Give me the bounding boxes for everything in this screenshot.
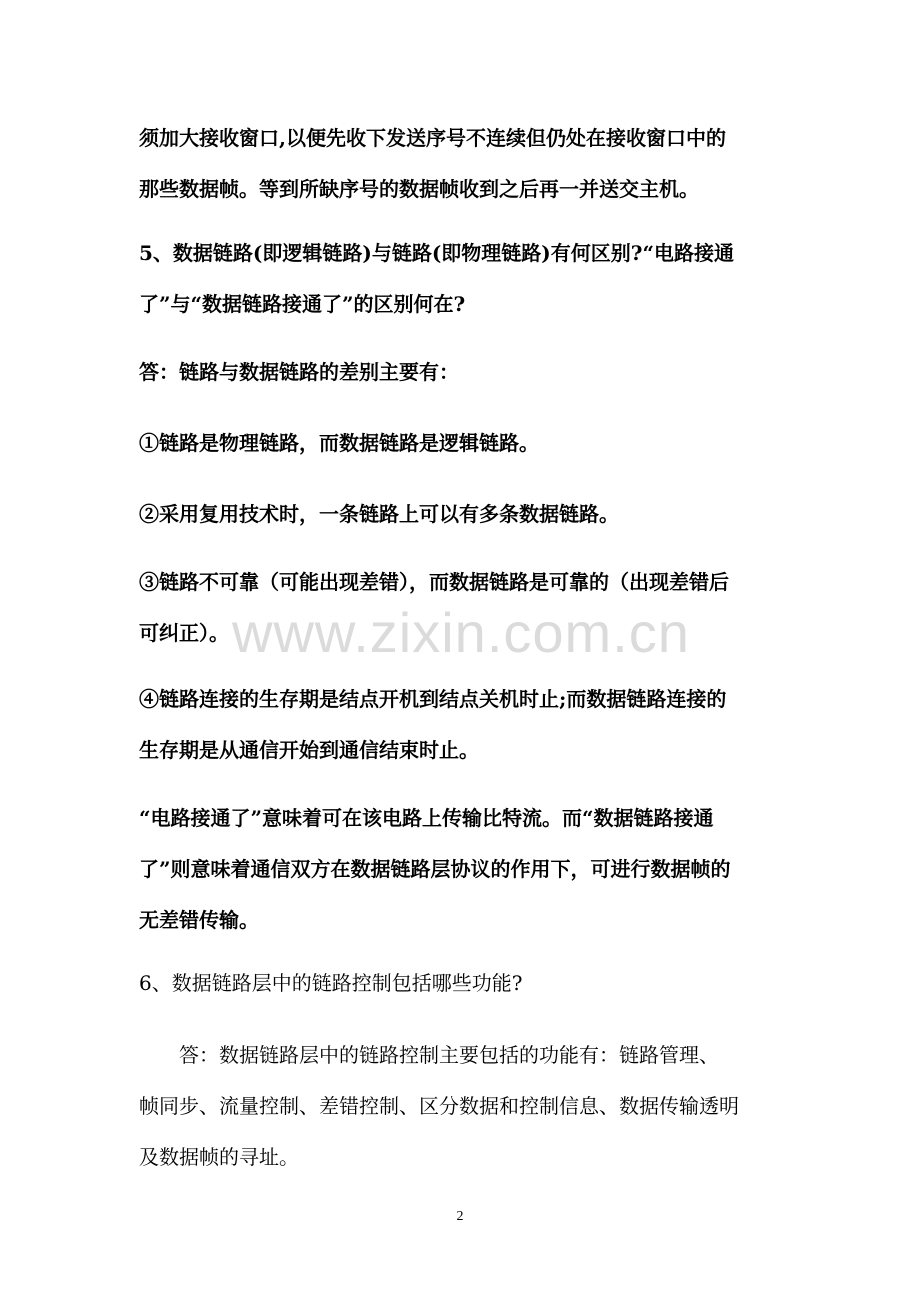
watermark: www.zixin.com.cn — [232, 601, 690, 664]
text-line: ①链路是物理链路，而数据链路是逻辑链路。 — [139, 431, 539, 455]
answer-5-circuit-explanation — [139, 793, 789, 946]
paragraph-window-continuation — [139, 113, 789, 215]
answer-5-item-2 — [139, 489, 789, 540]
text-line: 及数据帧的寻址。 — [139, 1145, 299, 1169]
text-line: 帧同步、流量控制、差错控制、区分数据和控制信息、数据传输透明 — [139, 1094, 739, 1118]
text-line: ②采用复用技术时，一条链路上可以有多条数据链路。 — [139, 502, 619, 526]
text-line: “电路接通了”意味着可在该电路上传输比特流。而“数据链路接通 — [139, 806, 714, 830]
text-line: ③链路不可靠（可能出现差错），而数据链路是可靠的（出现差错后 — [139, 570, 729, 594]
answer-5-item-4 — [139, 674, 789, 776]
text-line: 生存期是从通信开始到通信结束时止。 — [139, 738, 479, 762]
text-line: 那些数据帧。等到所缺序号的数据帧收到之后再一并送交主机。 — [139, 177, 699, 201]
text-line: 了”则意味着通信双方在数据链路层协议的作用下，可进行数据帧的 — [139, 857, 731, 881]
question-6 — [139, 958, 789, 1009]
text-line: 须加大接收窗口,以便先收下发送序号不连续但仍处在接收窗口中的 — [139, 126, 726, 150]
text-line: 了”与“数据链路接通了”的区别何在? — [139, 292, 466, 316]
text-line: ④链路连接的生存期是结点开机到结点关机时止;而数据链路连接的 — [139, 687, 727, 711]
page-number: 2 — [456, 1209, 464, 1224]
text-line: 5、数据链路(即逻辑链路)与链路(即物理链路)有何区别?“电路接通 — [139, 241, 734, 265]
answer-5-item-1 — [139, 418, 789, 469]
text-line: 6、数据链路层中的链路控制包括哪些功能? — [139, 971, 523, 995]
text-line: 无差错传输。 — [139, 908, 259, 932]
text-line: 可纠正）。 — [139, 621, 229, 645]
text-line: 答：数据链路层中的链路控制主要包括的功能有：链路管理、 — [139, 1043, 719, 1067]
answer-6 — [139, 1030, 789, 1183]
answer-5-intro — [139, 347, 789, 398]
question-5 — [139, 228, 789, 330]
text-line: 答：链路与数据链路的差别主要有： — [139, 360, 459, 384]
